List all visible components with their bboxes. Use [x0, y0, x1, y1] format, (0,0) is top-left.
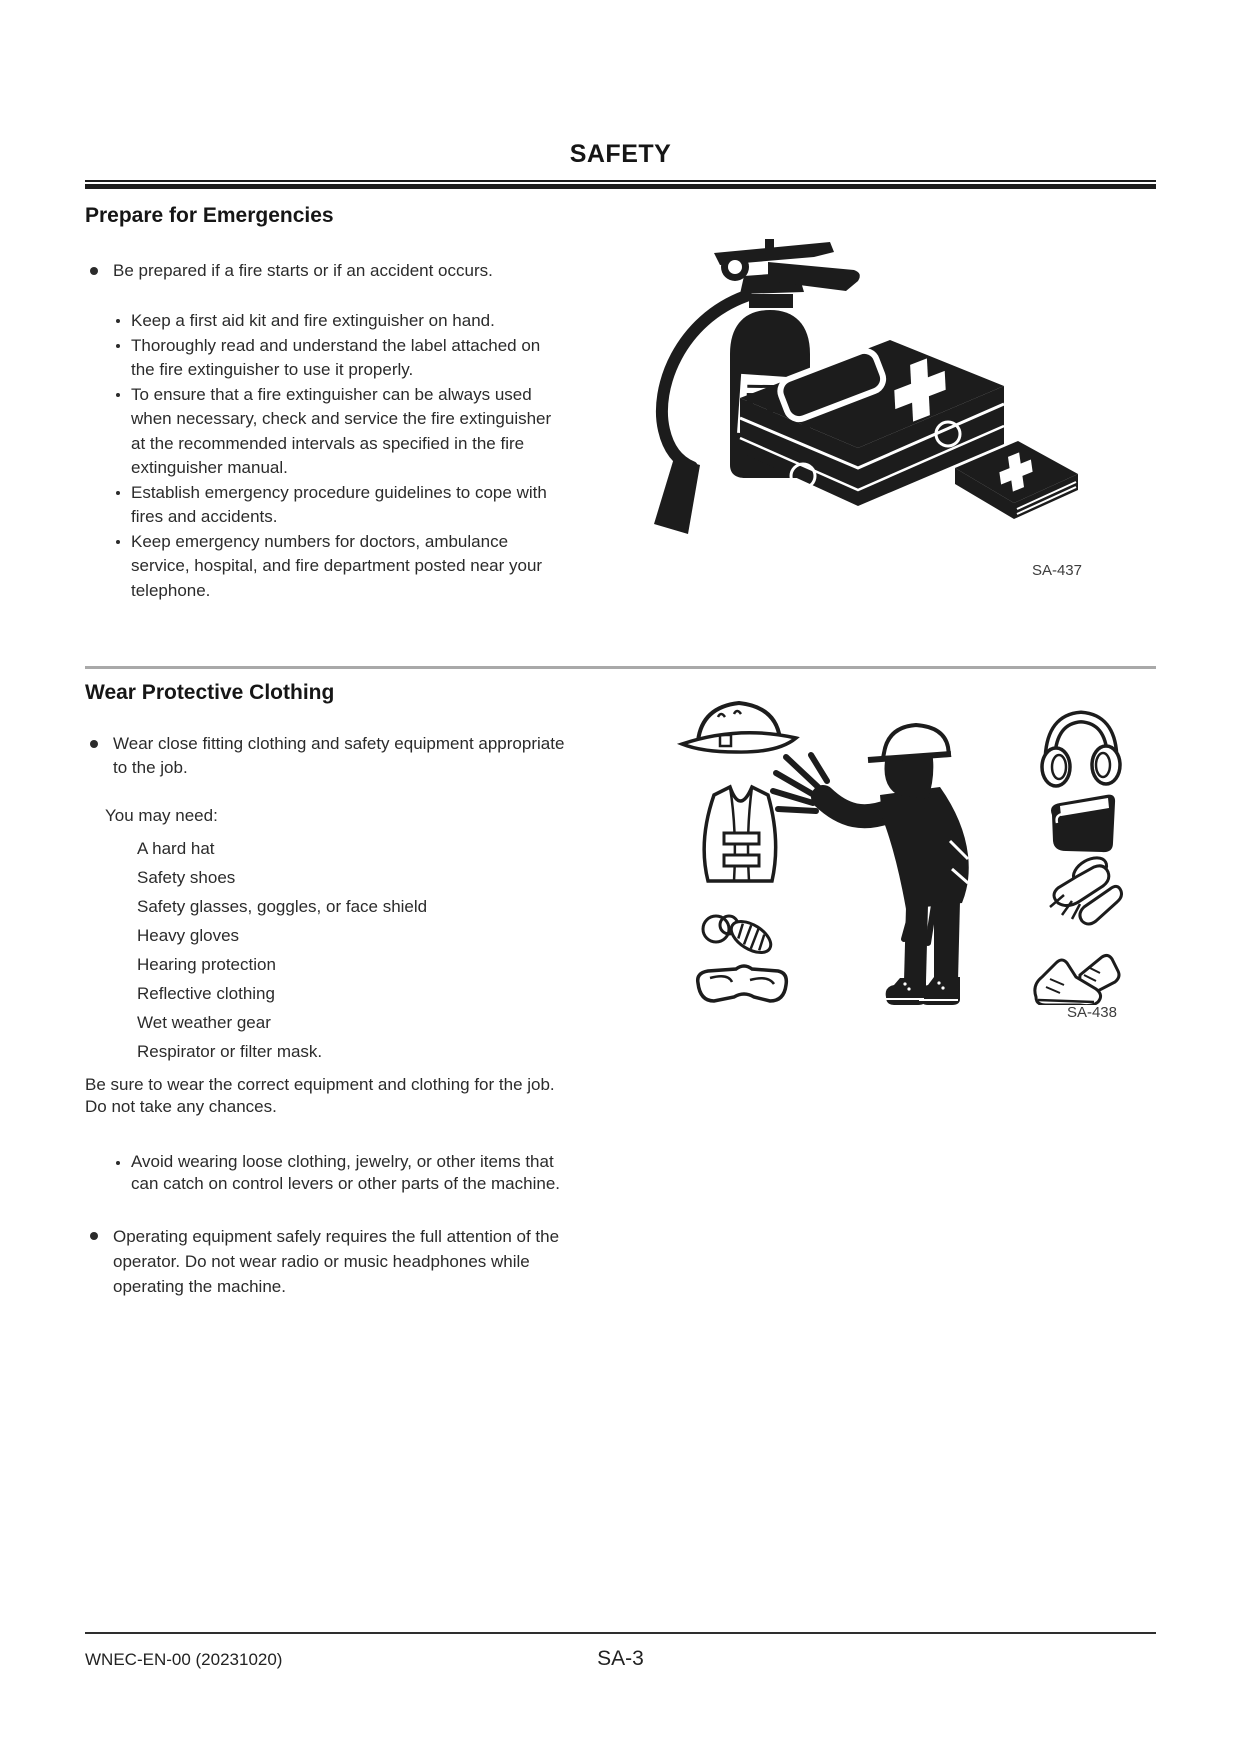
- emergency-equipment-illustration: [618, 236, 1088, 546]
- safety-vest-icon: [704, 787, 776, 881]
- bullet-dot-icon: [90, 1232, 98, 1240]
- bullet-text: Wear close fitting clothing and safety equipment appropriate to the job.: [113, 734, 565, 777]
- sub-bullet-dot-icon: [116, 319, 120, 323]
- document-code: WNEC-EN-00 (20231020): [85, 1650, 283, 1669]
- hard-hat-icon: [682, 703, 796, 752]
- section-heading: Wear Protective Clothing: [85, 681, 335, 704]
- list-item: Wet weather gear: [137, 1013, 271, 1032]
- worker-icon: [773, 725, 969, 1005]
- figure-caption: SA-438: [1066, 1004, 1117, 1021]
- sub-bullet-text: Establish emergency procedure guidelines to cope with fires and accidents.: [131, 482, 547, 526]
- sub-bullet-text: Keep emergency numbers for doctors, ambulance service, hospital, and fire department posted near your telephone.: [131, 531, 543, 600]
- list-item: Safety glasses, goggles, or face shield: [137, 897, 428, 916]
- page-title: SAFETY: [569, 140, 672, 168]
- face-shield-icon: [1051, 795, 1115, 852]
- list-item: A hard hat: [137, 839, 215, 858]
- sub-bullet-text: Thoroughly read and understand the label attached on the fire extinguisher to use it properly.: [131, 335, 541, 379]
- bullet-dot-icon: [90, 267, 98, 275]
- sub-bullet-dot-icon: [116, 344, 120, 348]
- need-list: [85, 834, 571, 1066]
- list-item: Respirator or filter mask.: [137, 1042, 323, 1061]
- need-list-label: You may need:: [105, 806, 218, 825]
- list-item: Hearing protection: [137, 955, 276, 974]
- goggles-icon: [698, 966, 787, 1001]
- sub-bullet-text: Keep a first aid kit and fire extinguisher on hand.: [131, 311, 495, 330]
- sub-bullet-dot-icon: [116, 1161, 120, 1165]
- section-prepare-for-emergencies: [85, 203, 565, 603]
- note-paragraph: Be sure to wear the correct equipment and clothing for the job. Do not take any chances.: [85, 1075, 555, 1116]
- figure-protective-clothing: [618, 645, 1123, 1010]
- sub-bullet-item: [116, 383, 565, 481]
- list-item: Heavy gloves: [137, 926, 240, 945]
- list-item: Reflective clothing: [137, 984, 275, 1003]
- gloves-icon: [1050, 852, 1122, 924]
- sub-bullet-list: [85, 1151, 571, 1194]
- sub-bullet-item: [116, 334, 565, 383]
- sub-bullet-item: [116, 1151, 571, 1194]
- sub-bullet-dot-icon: [116, 393, 120, 397]
- section-wear-protective-clothing: [85, 680, 571, 1299]
- bullet-text: Be prepared if a fire starts or if an accident occurs.: [113, 261, 493, 280]
- bullet-item: [85, 732, 571, 780]
- sub-bullet-item: [116, 309, 565, 334]
- earmuffs-icon: [1042, 717, 1120, 786]
- figure-caption: SA-437: [1031, 562, 1082, 579]
- footer-rule: [85, 1632, 1156, 1634]
- sub-bullet-text: To ensure that a fire extinguisher can be always used when necessary, check and service the fire extinguisher at the recommended intervals as specified in the fire extinguisher manual.: [131, 384, 552, 477]
- ear-plugs-icon: [703, 915, 776, 959]
- protective-clothing-illustration: [618, 645, 1123, 1005]
- bullet-text: Operating equipment safely requires the full attention of the operator. Do not wear radio or music headphones while operating the machine.: [113, 1227, 560, 1296]
- sub-bullet-item: [116, 530, 565, 604]
- bullet-item: [85, 259, 565, 283]
- bullet-dot-icon: [90, 740, 98, 748]
- header-rule-thin: [85, 180, 1156, 182]
- sub-bullet-text: Avoid wearing loose clothing, jewelry, or other items that can catch on control levers or other parts of the machine.: [131, 1152, 561, 1193]
- header-rule-thick: [85, 184, 1156, 189]
- section-heading: Prepare for Emergencies: [85, 204, 334, 227]
- sub-bullet-item: [116, 481, 565, 530]
- sub-bullet-dot-icon: [116, 540, 120, 544]
- sub-bullet-list: [85, 309, 565, 603]
- safety-boots-icon: [1035, 955, 1119, 1005]
- bullet-item: [85, 1224, 571, 1299]
- figure-emergency-equipment: [618, 236, 1088, 551]
- page-number: SA-3: [597, 1647, 644, 1670]
- list-item: Safety shoes: [137, 868, 236, 887]
- sub-bullet-dot-icon: [116, 491, 120, 495]
